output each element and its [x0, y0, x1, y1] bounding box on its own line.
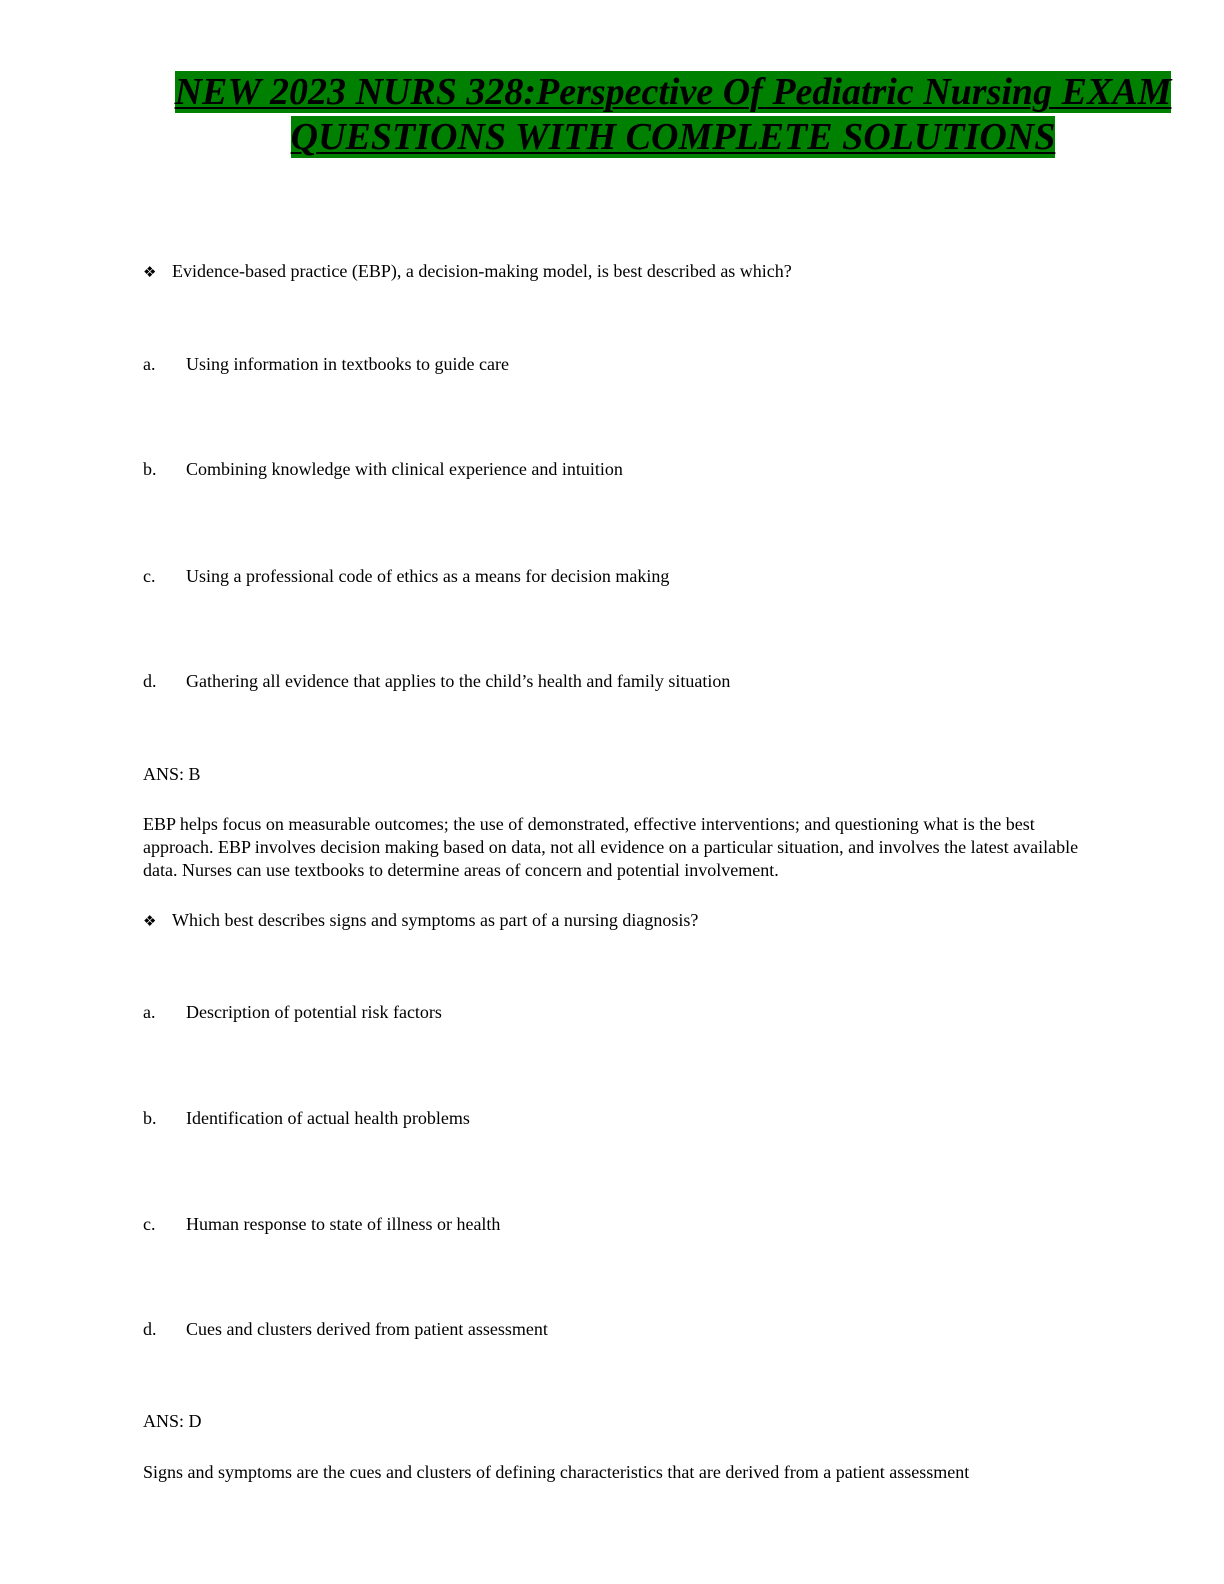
- option-text: Identification of actual health problems: [186, 1108, 470, 1128]
- option-letter: b.: [143, 1108, 157, 1128]
- question-1-rationale: EBP helps focus on measurable outcomes; the use of demonstrated, effective interventions; and questioning what is the best approach. EBP involves decision making based on data, not all evidence on a particular situation, and involves the latest available data. Nurses can use textbooks to determine areas of concern and potential involvement.: [143, 814, 1079, 880]
- option-letter: d.: [143, 1319, 157, 1339]
- question-2-rationale: Signs and symptoms are the cues and clusters of defining characteristics that are derived from a patient assessment: [143, 1462, 970, 1482]
- question-2-option-a: [143, 1001, 442, 1024]
- option-text: Human response to state of illness or health: [186, 1214, 501, 1234]
- option-text: Description of potential risk factors: [186, 1002, 442, 1022]
- question-2-option-b: [143, 1107, 470, 1130]
- option-letter: a.: [143, 1002, 156, 1022]
- document-title: [140, 70, 1206, 160]
- question-1-text: Evidence-based practice (EBP), a decision-making model, is best described as which?: [172, 261, 792, 281]
- document-title-text: NEW 2023 NURS 328:Perspective Of Pediatric Nursing EXAM QUESTIONS WITH COMPLETE SOLUTIONS: [174, 71, 1172, 158]
- option-text: Using information in textbooks to guide care: [186, 354, 509, 374]
- question-2-option-c: [143, 1213, 500, 1236]
- question-1-option-a: [143, 353, 509, 376]
- question-2-option-d: [143, 1318, 548, 1341]
- option-letter: c.: [143, 566, 156, 586]
- question-1: [143, 260, 792, 284]
- question-1-answer: ANS: B: [143, 764, 201, 784]
- option-letter: b.: [143, 459, 157, 479]
- question-1-option-b: [143, 458, 623, 481]
- option-letter: c.: [143, 1214, 156, 1234]
- diamond-bullet-icon: ❖: [143, 912, 157, 930]
- question-2: [143, 909, 698, 933]
- option-text: Using a professional code of ethics as a means for decision making: [186, 566, 670, 586]
- option-letter: a.: [143, 354, 156, 374]
- option-text: Combining knowledge with clinical experience and intuition: [186, 459, 623, 479]
- question-1-option-d: [143, 670, 730, 693]
- option-letter: d.: [143, 671, 157, 691]
- diamond-bullet-icon: ❖: [143, 263, 157, 281]
- option-text: Cues and clusters derived from patient assessment: [186, 1319, 548, 1339]
- question-2-text: Which best describes signs and symptoms as part of a nursing diagnosis?: [172, 910, 699, 930]
- option-text: Gathering all evidence that applies to the child’s health and family situation: [186, 671, 731, 691]
- question-1-option-c: [143, 565, 669, 588]
- question-2-answer: ANS: D: [143, 1411, 202, 1431]
